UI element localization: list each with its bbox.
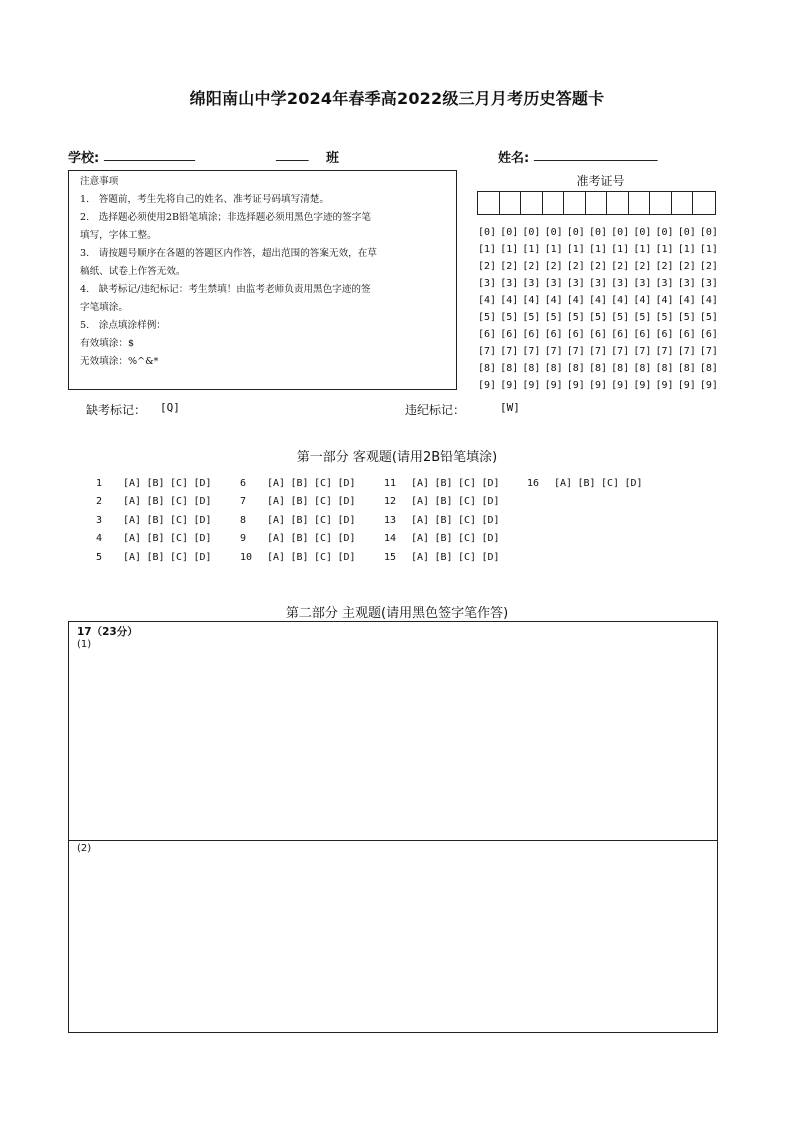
answer-bubble[interactable]: [A] [123, 496, 142, 508]
part2-title: 第二部分 主观题(请用黑色签字笔作答) [285, 606, 509, 621]
exam-id-bubble-grid [478, 224, 722, 394]
exam-id-bubble[interactable]: [3] [588, 278, 607, 289]
answer-bubble[interactable]: [B] [290, 514, 309, 526]
answer-bubble[interactable]: [A] [123, 551, 142, 563]
question-number: 10 [240, 551, 253, 563]
objective-column [96, 474, 217, 567]
answer-bubble[interactable]: [A] [554, 477, 573, 489]
question-number: 14 [384, 533, 397, 545]
exam-id-bubble[interactable]: [5] [544, 312, 563, 323]
objective-question-row [384, 530, 505, 549]
exam-id-bubble[interactable]: [7] [544, 346, 563, 357]
answer-bubble[interactable]: [A] [267, 514, 286, 526]
objective-question-row [384, 474, 505, 493]
objective-question-row [384, 493, 505, 512]
exam-id-digit-row [478, 224, 722, 241]
question-number: 6 [240, 477, 247, 489]
exam-id-bubble[interactable]: [0] [699, 227, 718, 238]
exam-id-bubble[interactable]: [2] [699, 261, 718, 272]
exam-id-bubble[interactable]: [1] [611, 244, 630, 255]
answer-bubble[interactable]: [D] [481, 533, 500, 545]
exam-id-boxes [477, 191, 716, 215]
exam-id-bubble[interactable]: [2] [478, 261, 497, 272]
answer-bubble[interactable]: [D] [337, 551, 356, 563]
exam-id-digit-row [478, 343, 722, 360]
answer-bubble[interactable]: [B] [290, 477, 309, 489]
exam-id-bubble[interactable]: [8] [500, 363, 519, 374]
exam-id-bubble[interactable]: [1] [478, 244, 497, 255]
exam-id-bubble[interactable]: [0] [655, 227, 674, 238]
exam-id-bubble[interactable]: [4] [655, 295, 674, 306]
answer-bubble[interactable]: [C] [314, 477, 333, 489]
exam-id-bubble[interactable]: [8] [544, 363, 563, 374]
answer-bubble[interactable]: [C] [458, 477, 477, 489]
exam-id-bubble[interactable]: [1] [699, 244, 718, 255]
exam-id-bubble[interactable]: [9] [588, 380, 607, 391]
question-heading: 17（23分） [77, 626, 138, 638]
exam-id-bubble[interactable]: [1] [544, 244, 563, 255]
exam-id-bubble[interactable]: [3] [633, 278, 652, 289]
exam-id-bubble[interactable]: [1] [633, 244, 652, 255]
answer-bubble[interactable]: [D] [337, 533, 356, 545]
answer-bubble[interactable]: [C] [170, 514, 189, 526]
answer-bubble[interactable]: [B] [290, 496, 309, 508]
instruction-line: 有效填涂：$ [80, 338, 135, 349]
answer-bubble[interactable]: [A] [123, 477, 142, 489]
answer-bubble[interactable]: [A] [123, 533, 142, 545]
question-number: 5 [96, 551, 103, 563]
objective-question-row [96, 474, 217, 493]
exam-id-bubble[interactable]: [5] [633, 312, 652, 323]
answer-bubble[interactable]: [D] [193, 533, 212, 545]
objective-column [527, 474, 648, 493]
question-number: 8 [240, 514, 247, 526]
answer-bubble[interactable]: [B] [434, 551, 453, 563]
exam-id-bubble[interactable]: [0] [500, 227, 519, 238]
exam-id-bubble[interactable]: [7] [611, 346, 630, 357]
instruction-line: 5. 涂点填涂样例： [80, 320, 166, 331]
exam-id-digit-row [478, 377, 722, 394]
exam-id-bubble[interactable]: [6] [677, 329, 696, 340]
exam-id-bubble[interactable]: [3] [611, 278, 630, 289]
exam-id-bubble[interactable]: [9] [699, 380, 718, 391]
exam-id-bubble[interactable]: [3] [677, 278, 696, 289]
question-number: 16 [527, 477, 540, 489]
exam-id-bubble[interactable]: [6] [566, 329, 585, 340]
exam-id-bubble[interactable]: [2] [633, 261, 652, 272]
objective-question-row [384, 511, 505, 530]
name-field[interactable]: ___________________ [534, 147, 658, 162]
instruction-line: 字笔填涂。 [80, 302, 128, 313]
exam-id-bubble[interactable]: [0] [677, 227, 696, 238]
exam-id-bubble[interactable]: [2] [500, 261, 519, 272]
exam-id-bubble[interactable]: [6] [478, 329, 497, 340]
exam-id-bubble[interactable]: [3] [544, 278, 563, 289]
question-number: 13 [384, 514, 397, 526]
exam-id-bubble[interactable]: [7] [500, 346, 519, 357]
objective-question-row [96, 548, 217, 567]
absent-mark-label: 缺考标记： [86, 403, 147, 417]
exam-id-bubble[interactable]: [5] [655, 312, 674, 323]
answer-bubble[interactable]: [D] [337, 496, 356, 508]
answer-bubble[interactable]: [C] [314, 514, 333, 526]
answer-bubble[interactable]: [D] [624, 477, 643, 489]
exam-id-bubble[interactable]: [7] [633, 346, 652, 357]
exam-id-digit-box[interactable] [500, 192, 522, 214]
objective-question-row [96, 530, 217, 549]
question-number: 15 [384, 551, 397, 563]
exam-id-bubble[interactable]: [0] [633, 227, 652, 238]
answer-bubble[interactable]: [B] [146, 551, 165, 563]
answer-bubble[interactable]: [B] [434, 514, 453, 526]
class-label: 班 [326, 151, 340, 166]
instructions-heading: 注意事项 [80, 176, 119, 187]
answer-bubble[interactable]: [B] [290, 551, 309, 563]
exam-id-bubble[interactable]: [3] [566, 278, 585, 289]
exam-id-bubble[interactable]: [4] [588, 295, 607, 306]
exam-id-title: 准考证号 [576, 174, 625, 188]
exam-id-bubble[interactable]: [5] [611, 312, 630, 323]
exam-id-bubble[interactable]: [2] [655, 261, 674, 272]
exam-id-bubble[interactable]: [7] [699, 346, 718, 357]
exam-id-bubble[interactable]: [4] [633, 295, 652, 306]
exam-id-bubble[interactable]: [8] [699, 363, 718, 374]
objective-question-row [240, 548, 361, 567]
answer-bubble[interactable]: [C] [170, 477, 189, 489]
exam-id-bubble[interactable]: [4] [500, 295, 519, 306]
answer-bubble[interactable]: [D] [193, 514, 212, 526]
objective-column [384, 474, 505, 567]
exam-id-bubble[interactable]: [1] [588, 244, 607, 255]
exam-id-digit-row [478, 326, 722, 343]
answer-bubble[interactable]: [C] [458, 533, 477, 545]
question-number: 11 [384, 477, 397, 489]
answer-bubble[interactable]: [D] [193, 551, 212, 563]
exam-id-bubble[interactable]: [4] [699, 295, 718, 306]
exam-id-bubble[interactable]: [7] [588, 346, 607, 357]
answer-bubble[interactable]: [C] [458, 496, 477, 508]
instruction-line: 4. 缺考标记/违纪标记：考生禁填！由监考老师负责用黑色字迹的签 [80, 284, 371, 295]
exam-id-digit-box[interactable] [629, 192, 651, 214]
exam-id-bubble[interactable]: [3] [478, 278, 497, 289]
exam-id-bubble[interactable]: [5] [588, 312, 607, 323]
sub-question-label: (1) [77, 639, 92, 650]
exam-id-bubble[interactable]: [8] [611, 363, 630, 374]
exam-id-bubble[interactable]: [1] [500, 244, 519, 255]
exam-id-bubble[interactable]: [8] [633, 363, 652, 374]
answer-bubble[interactable]: [A] [267, 551, 286, 563]
exam-id-bubble[interactable]: [2] [566, 261, 585, 272]
exam-id-bubble[interactable]: [3] [655, 278, 674, 289]
exam-id-bubble[interactable]: [4] [522, 295, 541, 306]
answer-bubble[interactable]: [D] [481, 477, 500, 489]
instruction-line: 2. 选择题必须使用2B铅笔填涂；非选择题必须用黑色字迹的签字笔 [80, 212, 371, 223]
exam-id-bubble[interactable]: [0] [478, 227, 497, 238]
answer-bubble[interactable]: [B] [146, 496, 165, 508]
exam-id-digit-box[interactable] [607, 192, 629, 214]
answer-bubble[interactable]: [B] [146, 477, 165, 489]
exam-id-digit-row [478, 275, 722, 292]
exam-id-bubble[interactable]: [0] [522, 227, 541, 238]
objective-question-row [96, 511, 217, 530]
exam-id-digit-box[interactable] [543, 192, 565, 214]
exam-id-bubble[interactable]: [3] [500, 278, 519, 289]
exam-id-bubble[interactable]: [9] [478, 380, 497, 391]
answer-bubble[interactable]: [C] [170, 533, 189, 545]
exam-id-bubble[interactable]: [2] [611, 261, 630, 272]
instruction-line: 填写，字体工整。 [80, 230, 157, 241]
exam-id-bubble[interactable]: [8] [478, 363, 497, 374]
exam-id-digit-row [478, 241, 722, 258]
exam-id-bubble[interactable]: [6] [655, 329, 674, 340]
page-title: 绵阳南山中学2024年春季高2022级三月月考历史答题卡 [189, 89, 605, 108]
answer-bubble[interactable]: [C] [458, 514, 477, 526]
answer-bubble[interactable]: [A] [267, 477, 286, 489]
exam-id-bubble[interactable]: [7] [566, 346, 585, 357]
exam-id-bubble[interactable]: [3] [522, 278, 541, 289]
answer-bubble[interactable]: [C] [458, 551, 477, 563]
absent-mark-bubble[interactable]: [Q] [160, 401, 180, 414]
exam-id-bubble[interactable]: [6] [611, 329, 630, 340]
question-number: 4 [96, 533, 103, 545]
answer-bubble[interactable]: [C] [170, 496, 189, 508]
exam-id-bubble[interactable]: [1] [677, 244, 696, 255]
answer-bubble[interactable]: [D] [193, 477, 212, 489]
violation-mark-label: 违纪标记： [405, 403, 466, 417]
question-number: 3 [96, 514, 103, 526]
exam-id-bubble[interactable]: [1] [522, 244, 541, 255]
exam-id-bubble[interactable]: [2] [522, 261, 541, 272]
exam-id-bubble[interactable]: [4] [566, 295, 585, 306]
answer-area [68, 621, 718, 1033]
exam-id-bubble[interactable]: [0] [566, 227, 585, 238]
exam-id-bubble[interactable]: [9] [522, 380, 541, 391]
violation-mark-bubble[interactable]: [W] [500, 401, 520, 414]
answer-bubble[interactable]: [B] [434, 477, 453, 489]
instruction-line: 无效填涂：%^&* [80, 356, 159, 367]
exam-id-bubble[interactable]: [4] [544, 295, 563, 306]
exam-id-bubble[interactable]: [2] [588, 261, 607, 272]
question-number: 1 [96, 477, 103, 489]
answer-bubble[interactable]: [D] [481, 496, 500, 508]
exam-id-bubble[interactable]: [9] [566, 380, 585, 391]
exam-id-digit-row [478, 360, 722, 377]
question-number: 7 [240, 496, 247, 508]
answer-bubble[interactable]: [C] [601, 477, 620, 489]
exam-id-digit-box[interactable] [564, 192, 586, 214]
question-number: 12 [384, 496, 397, 508]
question-number: 2 [96, 496, 103, 508]
exam-id-bubble[interactable]: [9] [611, 380, 630, 391]
exam-id-bubble[interactable]: [3] [699, 278, 718, 289]
answer-bubble[interactable]: [A] [411, 477, 430, 489]
answer-bubble[interactable]: [A] [411, 496, 430, 508]
answer-bubble[interactable]: [C] [170, 551, 189, 563]
answer-area-part-2[interactable] [69, 841, 717, 1032]
exam-id-bubble[interactable]: [7] [522, 346, 541, 357]
answer-bubble[interactable]: [D] [481, 514, 500, 526]
exam-id-bubble[interactable]: [6] [699, 329, 718, 340]
exam-id-bubble[interactable]: [5] [699, 312, 718, 323]
objective-question-row [96, 493, 217, 512]
answer-bubble[interactable]: [A] [267, 533, 286, 545]
part1-title: 第一部分 客观题(请用2B铅笔填涂) [296, 450, 498, 465]
exam-id-bubble[interactable]: [0] [544, 227, 563, 238]
sub-question-label: (2) [77, 843, 92, 854]
exam-id-bubble[interactable]: [8] [566, 363, 585, 374]
answer-bubble[interactable]: [C] [314, 551, 333, 563]
exam-id-bubble[interactable]: [1] [655, 244, 674, 255]
exam-id-bubble[interactable]: [7] [677, 346, 696, 357]
exam-id-bubble[interactable]: [5] [522, 312, 541, 323]
exam-id-bubble[interactable]: [2] [544, 261, 563, 272]
exam-id-bubble[interactable]: [0] [588, 227, 607, 238]
exam-id-digit-box[interactable] [521, 192, 543, 214]
objective-question-row [527, 474, 648, 493]
exam-id-digit-row [478, 258, 722, 275]
answer-bubble[interactable]: [A] [411, 514, 430, 526]
school-label: 学校: [68, 151, 100, 166]
exam-id-bubble[interactable]: [9] [655, 380, 674, 391]
answer-bubble[interactable]: [D] [337, 514, 356, 526]
answer-bubble[interactable]: [D] [193, 496, 212, 508]
exam-id-bubble[interactable]: [4] [611, 295, 630, 306]
exam-id-bubble[interactable]: [6] [500, 329, 519, 340]
instructions-box [68, 170, 457, 390]
exam-id-bubble[interactable]: [5] [677, 312, 696, 323]
answer-bubble[interactable]: [D] [481, 551, 500, 563]
objective-question-row [240, 493, 361, 512]
exam-id-bubble[interactable]: [8] [588, 363, 607, 374]
class-field[interactable]: _____ [276, 147, 309, 162]
exam-id-digit-box[interactable] [586, 192, 608, 214]
objective-question-row [240, 511, 361, 530]
exam-id-digit-row [478, 309, 722, 326]
answer-bubble[interactable]: [A] [411, 533, 430, 545]
exam-id-bubble[interactable]: [1] [566, 244, 585, 255]
instruction-line: 稿纸、试卷上作答无效。 [80, 266, 186, 277]
objective-question-row [240, 530, 361, 549]
exam-id-bubble[interactable]: [9] [633, 380, 652, 391]
name-label: 姓名: [498, 151, 530, 166]
objective-question-row [384, 548, 505, 567]
question-number: 9 [240, 533, 247, 545]
exam-id-bubble[interactable]: [5] [478, 312, 497, 323]
answer-bubble[interactable]: [B] [290, 533, 309, 545]
instruction-line: 1. 答题前，考生先将自己的姓名、准考证号码填写清楚。 [80, 194, 329, 205]
objective-question-row [240, 474, 361, 493]
school-field[interactable]: ______________ [104, 147, 195, 162]
exam-id-bubble[interactable]: [8] [677, 363, 696, 374]
answer-bubble[interactable]: [B] [577, 477, 596, 489]
exam-id-bubble[interactable]: [0] [611, 227, 630, 238]
exam-id-digit-row [478, 292, 722, 309]
exam-id-digit-box[interactable] [672, 192, 694, 214]
exam-id-bubble[interactable]: [5] [500, 312, 519, 323]
exam-id-digit-box[interactable] [650, 192, 672, 214]
answer-bubble[interactable]: [B] [434, 533, 453, 545]
answer-bubble[interactable]: [C] [314, 496, 333, 508]
answer-bubble[interactable]: [B] [434, 496, 453, 508]
exam-id-bubble[interactable]: [6] [544, 329, 563, 340]
exam-id-bubble[interactable]: [7] [655, 346, 674, 357]
exam-id-bubble[interactable]: [9] [544, 380, 563, 391]
answer-bubble[interactable]: [A] [267, 496, 286, 508]
answer-bubble[interactable]: [A] [123, 514, 142, 526]
exam-id-bubble[interactable]: [9] [500, 380, 519, 391]
answer-area-part-1[interactable] [69, 622, 717, 841]
exam-id-digit-box[interactable] [693, 192, 715, 214]
answer-bubble[interactable]: [B] [146, 514, 165, 526]
exam-id-bubble[interactable]: [9] [677, 380, 696, 391]
answer-bubble[interactable]: [D] [337, 477, 356, 489]
exam-id-bubble[interactable]: [4] [677, 295, 696, 306]
objective-column [240, 474, 361, 567]
exam-id-digit-box[interactable] [478, 192, 500, 214]
answer-bubble[interactable]: [A] [411, 551, 430, 563]
exam-id-bubble[interactable]: [8] [655, 363, 674, 374]
exam-id-bubble[interactable]: [6] [588, 329, 607, 340]
exam-id-bubble[interactable]: [4] [478, 295, 497, 306]
exam-id-bubble[interactable]: [5] [566, 312, 585, 323]
exam-id-bubble[interactable]: [2] [677, 261, 696, 272]
instruction-line: 3. 请按题号顺序在各题的答题区内作答，超出范围的答案无效，在草 [80, 248, 377, 259]
exam-id-bubble[interactable]: [6] [633, 329, 652, 340]
answer-bubble[interactable]: [B] [146, 533, 165, 545]
exam-id-bubble[interactable]: [6] [522, 329, 541, 340]
answer-bubble[interactable]: [C] [314, 533, 333, 545]
exam-id-bubble[interactable]: [8] [522, 363, 541, 374]
exam-id-bubble[interactable]: [7] [478, 346, 497, 357]
